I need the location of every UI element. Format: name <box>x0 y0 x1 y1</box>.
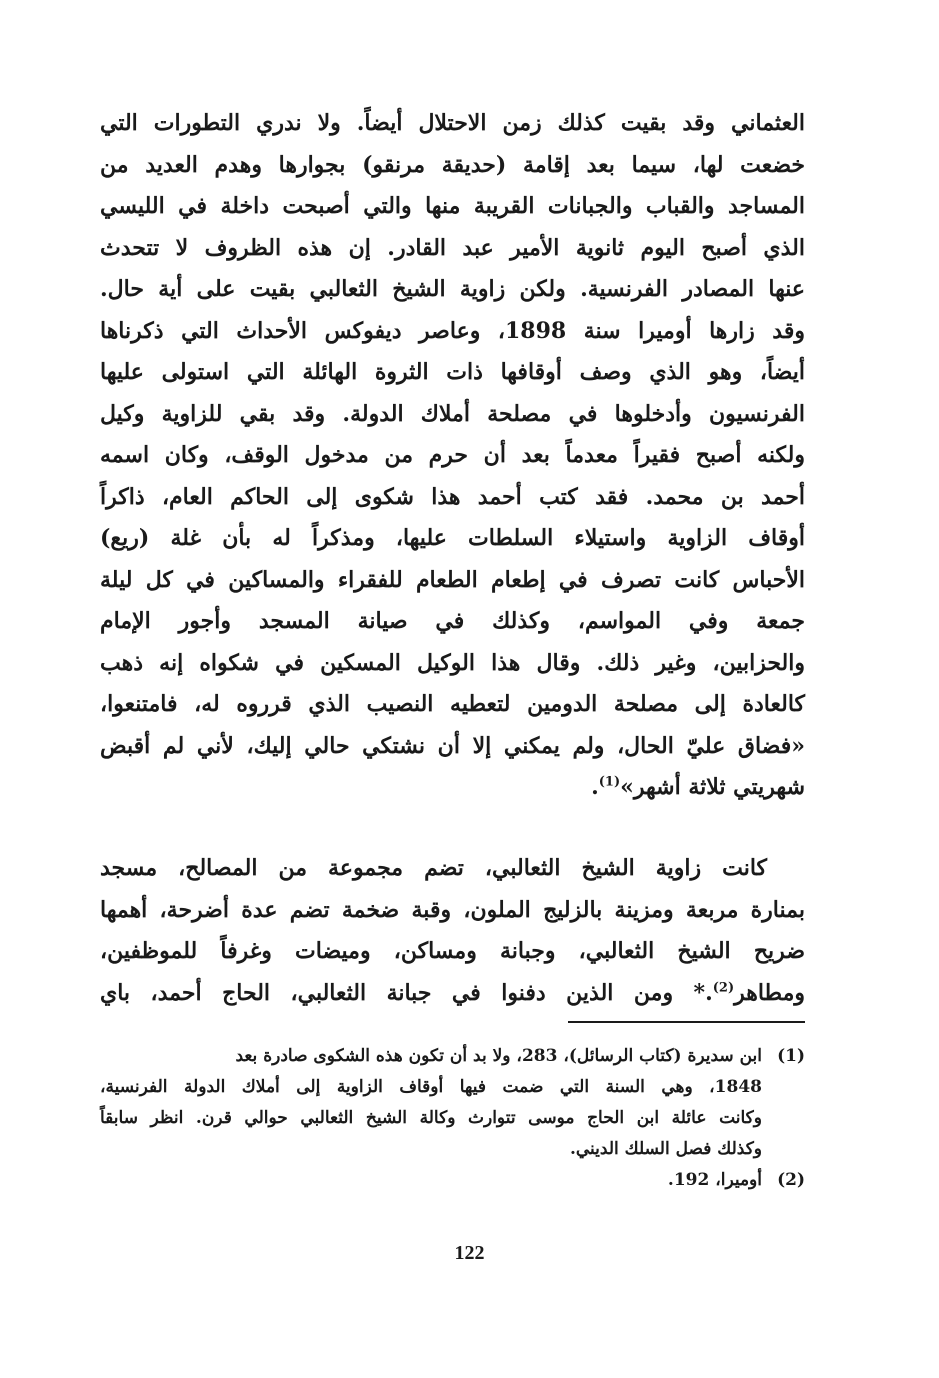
text-line: الفرنسيون وأدخلوها في مصلحة أملاك الدولة. وقد بقي للزاوية وكيل <box>100 400 805 427</box>
footnote-line: وكذلك فصل السلك الديني. <box>569 1139 762 1159</box>
text-line: الذي أصبح اليوم ثانوية الأمير عبد القادر. إن هذه الظروف لا تتحدث <box>100 234 805 261</box>
text-line: أوقاف الزاوية واستيلاء السلطات عليها، ومذكراً له بأن غلة (ريع) <box>100 525 805 551</box>
footnote-separator <box>568 1021 805 1023</box>
text-line: المساجد والقباب والجبانات القريبة منها والتي أصبحت داخلة في الليسي <box>100 193 805 219</box>
footnote-line <box>100 1041 805 1072</box>
line-start: ومطاهر <box>734 979 805 1006</box>
footnote-text: أوميرا، 192. <box>667 1170 762 1190</box>
footnote-line: وكانت عائلة ابن الحاج موسى تتوارث وكالة الشيخ الثعالبي حوالي قرن. انظر سابقاً <box>100 1108 762 1128</box>
text-line: والحزابين، وغير ذلك. وقال هذا الوكيل المسكين في شكواه إنه ذهب <box>100 649 805 676</box>
text-line: جمعة وفي المواسم، وكذلك في صيانة المسجد وأجور الإمام <box>100 608 805 634</box>
text-line: كالعادة إلى مصلحة الدومين لتعطيه النصيب الذي قرروه له، فامتنعوا، <box>100 691 805 717</box>
footnote-1 <box>100 1041 805 1165</box>
page-number: 122 <box>454 1242 485 1264</box>
text-line-last <box>100 767 805 809</box>
text-line: الأحباس كانت تصرف في إطعام الطعام للفقراء والمساكين في كل ليلة <box>100 566 805 593</box>
footnote-2 <box>100 1165 805 1196</box>
footnote-line: 1848، وهي السنة التي ضمت فيها أوقاف الزاوية إلى أملاك الدولة الفرنسية، <box>100 1077 762 1097</box>
footnote-ref-1[interactable]: (1) <box>598 774 621 790</box>
footnote-text: ابن سديرة (كتاب الرسائل)، 283، ولا بد أن تكون هذه الشكوى صادرة بعد <box>235 1046 762 1066</box>
text-line: وقد زارها أوميرا سنة 1898، وعاصر ديفوكس الأحداث التي ذكرناها <box>100 317 805 344</box>
text-line: ولكنه أصبح فقيراً معدماً بعد أن حرم من مدخول الوقف، وكان اسمه <box>100 442 805 468</box>
text-line: أحمد بن محمد. فقد كتب أحمد هذا شكوى إلى الحاكم العام، ذاكراً <box>100 483 805 510</box>
footnote-number: (2) <box>777 1170 805 1190</box>
text-line: عنها المصادر الفرنسية. ولكن زاوية الشيخ الثعالبي بقيت على أية حال. <box>100 276 805 302</box>
line-text: شهريتي ثلاثة أشهر» <box>620 774 805 800</box>
paragraph-2 <box>100 848 805 1014</box>
line-punct: . <box>591 774 599 800</box>
line-rest: .* ومن الذين دفنوا في جبانة الثعالبي، الحاج أحمد، باي <box>100 979 713 1006</box>
footnote-number: (1) <box>777 1046 805 1066</box>
text-line <box>100 973 805 1015</box>
text-line: أيضاً، وهو الذي وصف أوقافها ذات الثروة الهائلة التي استولى عليها <box>100 359 805 385</box>
text-line: كانت زاوية الشيخ الثعالبي، تضم مجموعة من المصالح، مسجد <box>100 855 767 881</box>
text-line: خضعت لها، سيما بعد إقامة (حديقة مرنقو) بجوارها وهدم العديد من <box>100 151 805 178</box>
text-line: بمنارة مربعة ومزينة بالزليج الملون، وقبة ضخمة تضم عدة أضرحة، أهمها <box>100 896 805 923</box>
text-line: ضريح الشيخ الثعالبي، وجبانة ومساكن، وميضات وغرفاً للموظفين، <box>100 938 805 964</box>
text-line: العثماني وقد بقيت كذلك زمن الاحتلال أيضاً. ولا ندري التطورات التي <box>100 110 805 136</box>
footnote-ref-2[interactable]: (2) <box>712 980 735 996</box>
paragraph-1 <box>100 103 805 809</box>
text-line: «فضاق عليّ الحال، ولم يمكني إلا أن نشتكي حالي إليك، لأني لم أقبض <box>100 732 805 759</box>
footnotes <box>100 1041 805 1196</box>
footnote-line <box>100 1165 805 1196</box>
